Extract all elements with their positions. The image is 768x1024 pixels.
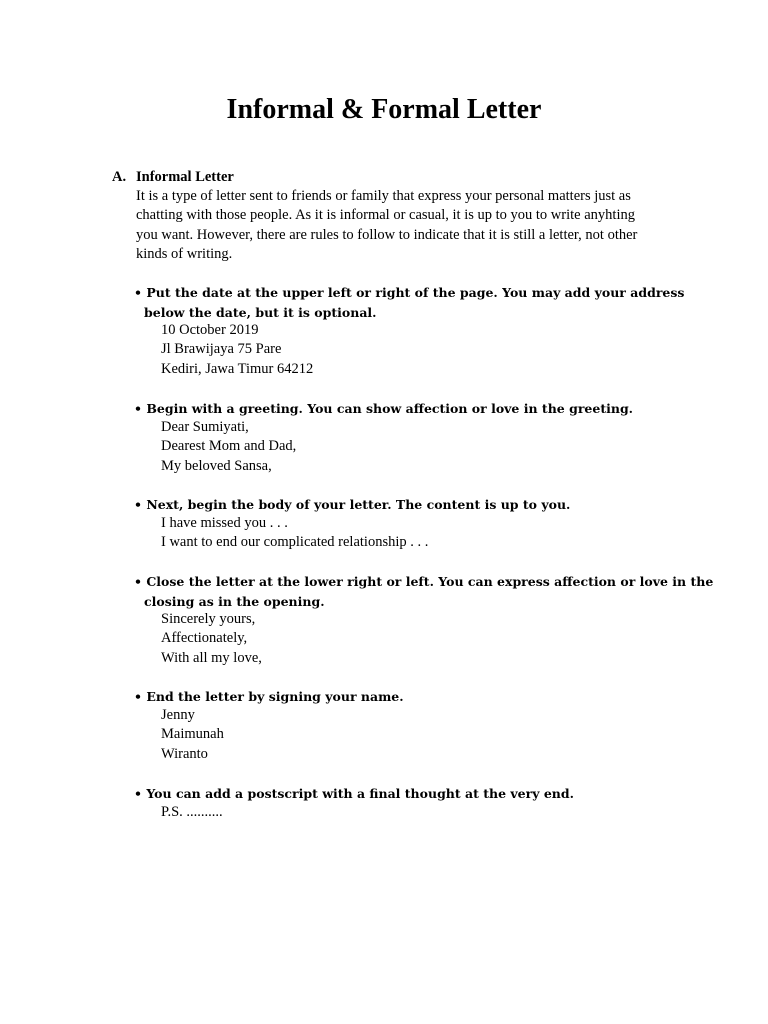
example-signature-block — [161, 706, 224, 764]
example-body-block — [161, 514, 428, 553]
intro-line: you want. However, there are rules to follow to indicate that it is still a letter, not other — [136, 226, 638, 243]
rule-postscript — [134, 784, 694, 804]
example-closing-block — [161, 610, 262, 668]
rule-line: • Next, begin the body of your letter. The content is up to you. — [134, 497, 571, 512]
rule-line: • Close the letter at the lower right or left. You can express affection or love in the — [134, 574, 714, 589]
example-line: 10 October 2019 — [161, 322, 259, 338]
example-line: With all my love, — [161, 649, 262, 666]
example-line: Affectionately, — [161, 630, 248, 647]
example-line: Wiranto — [161, 745, 208, 762]
example-line: Jenny — [161, 707, 195, 723]
rule-greeting — [134, 399, 694, 419]
example-line: I want to end our complicated relationship . . . — [161, 534, 429, 551]
intro-line: chatting with those people. As it is informal or casual, it is up to you to write anyhting — [136, 207, 635, 224]
example-greeting-block — [161, 418, 296, 476]
example-line: Kediri, Jawa Timur 64212 — [161, 360, 314, 377]
rule-line: below the date, but it is optional. — [144, 304, 377, 320]
intro-line: It is a type of letter sent to friends or family that express your personal matters just as — [136, 188, 631, 204]
rule-date — [134, 283, 694, 322]
example-date-block — [161, 321, 313, 379]
example-line: Jl Brawijaya 75 Pare — [161, 341, 282, 358]
rule-closing — [134, 572, 714, 611]
example-line: Dear Sumiyati, — [161, 419, 249, 435]
example-line: P.S. .......... — [161, 804, 223, 820]
example-line: I have missed you . . . — [161, 515, 288, 531]
rule-line: • Put the date at the upper left or right of the page. You may add your address — [134, 285, 685, 300]
rule-line: • End the letter by signing your name. — [134, 689, 404, 704]
intro-line: kinds of writing. — [136, 245, 233, 262]
intro-paragraph — [136, 187, 676, 264]
example-line: My beloved Sansa, — [161, 457, 272, 474]
rule-signature — [134, 687, 694, 707]
section-marker: A. — [112, 169, 127, 185]
section-heading: Informal Letter — [136, 169, 234, 185]
rule-body — [134, 495, 694, 515]
example-line: Sincerely yours, — [161, 611, 256, 627]
rule-line: closing as in the opening. — [144, 593, 325, 609]
example-line: Maimunah — [161, 726, 224, 743]
rule-line: • Begin with a greeting. You can show affection or love in the greeting. — [134, 401, 634, 416]
page-title: Informal & Formal Letter — [226, 94, 542, 125]
example-line: Dearest Mom and Dad, — [161, 438, 297, 455]
example-postscript-block — [161, 803, 223, 822]
rule-line: • You can add a postscript with a final thought at the very end. — [134, 786, 574, 801]
